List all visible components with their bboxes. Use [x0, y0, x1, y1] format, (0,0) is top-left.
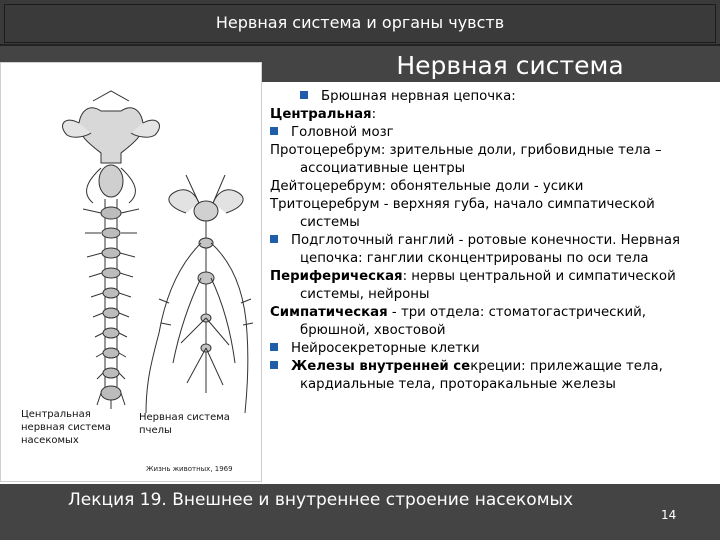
- list-item: [270, 268, 720, 286]
- list-item-text: системы, нейроны: [300, 287, 430, 302]
- header-title: Нервная система и органы чувств: [215, 13, 505, 32]
- list-item-text: Брюшная нервная цепочка:: [321, 89, 516, 104]
- list-item: [270, 106, 720, 124]
- list-item-text: кардиальные тела, проторакальные железы: [300, 377, 616, 392]
- figure-source: Жизнь животных, 1969: [146, 465, 233, 473]
- list-item: [270, 340, 720, 358]
- slide-heading: Нервная система: [396, 51, 624, 80]
- list-item: [270, 250, 720, 268]
- list-item-text: Протоцеребрум: зрительные доли, грибовидные тела –: [270, 143, 662, 158]
- term-sympathetic: Симпатическая: [270, 305, 388, 320]
- list-item: [270, 304, 720, 322]
- list-item-text: системы: [300, 215, 360, 230]
- list-item-text: :: [371, 107, 377, 122]
- bullet-icon: [270, 235, 278, 243]
- term-peripheral: Периферическая: [270, 269, 403, 284]
- list-item-text: Тритоцеребрум - верхняя губа, начало симпатической: [270, 197, 655, 212]
- page-number: 14: [661, 508, 677, 522]
- list-item: [270, 232, 720, 250]
- list-item: [270, 376, 720, 394]
- caption-bee-nervous-system: Нервная система пчелы: [139, 412, 230, 436]
- bullet-icon: [300, 91, 308, 99]
- list-item: [270, 124, 720, 142]
- bullet-icon: [270, 127, 278, 135]
- lecture-footer: Лекция 19. Внешнее и внутреннее строение насекомых: [68, 490, 574, 510]
- list-item-text: ассоциативные центры: [300, 161, 466, 176]
- bullet-icon: [270, 361, 278, 369]
- list-item: [270, 214, 720, 232]
- nervous-system-figure: [0, 62, 262, 482]
- list-item: [270, 88, 720, 106]
- list-item-text: брюшной, хвостовой: [300, 323, 446, 338]
- list-item: [270, 196, 720, 214]
- list-item: [270, 178, 720, 196]
- list-item-text: Нейросекреторные клетки: [291, 341, 480, 356]
- caption-insect-cns: Центральная нервная система насекомых: [21, 409, 111, 446]
- term-central: Центральная: [270, 107, 372, 122]
- list-item-text: Дейтоцеребрум: обонятельные доли - усики: [270, 179, 584, 194]
- list-item: [270, 160, 720, 178]
- list-item-text: цепочка: ганглии сконцентрированы по оси тела: [300, 251, 649, 266]
- list-item-text: - три отдела: стоматогастрический,: [387, 305, 647, 320]
- term-endocrine: Железы внутренней се: [291, 359, 471, 374]
- list-item: [270, 358, 720, 376]
- list-item: [270, 286, 720, 304]
- text-column: [270, 88, 720, 394]
- bullet-icon: [270, 343, 278, 351]
- list-item: [270, 322, 720, 340]
- list-item-text: креции: прилежащие тела,: [470, 359, 663, 374]
- list-item-text: Головной мозг: [291, 125, 394, 140]
- list-item-text: Подглоточный ганглий - ротовые конечности. Нервная: [291, 233, 680, 248]
- list-item: [270, 142, 720, 160]
- list-item-text: : нервы центральной и симпатической: [402, 269, 676, 284]
